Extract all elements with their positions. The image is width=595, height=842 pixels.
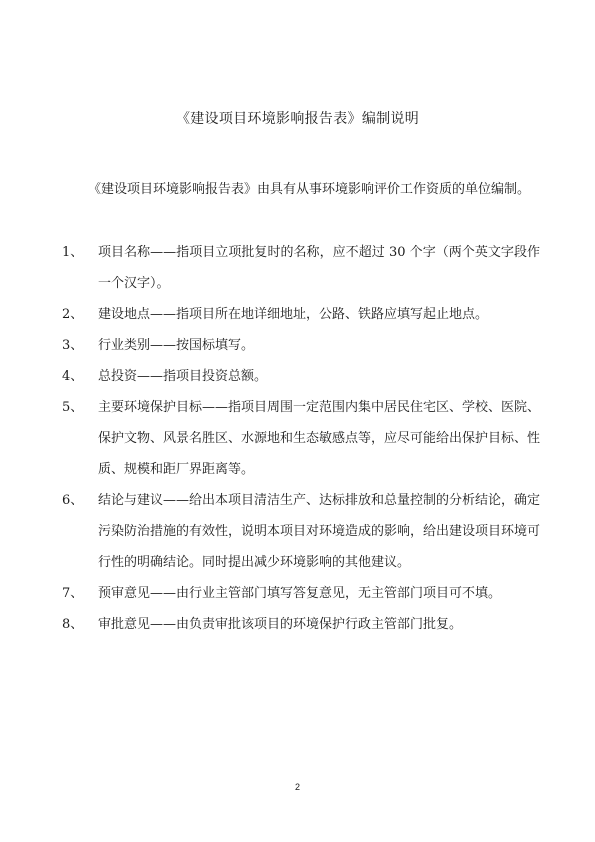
page-number: 2 — [294, 782, 300, 792]
list-item-text: 总投资——指项目投资总额。 — [98, 369, 268, 384]
list-item-number: 2、 — [62, 307, 84, 322]
list-item — [0, 485, 595, 578]
list-item-text: 项目名称——指项目立项批复时的名称，应不超过 30 个字（两个英文字段作一个汉字）。 — [98, 245, 540, 291]
list-item-number: 5、 — [62, 400, 84, 415]
list-item — [0, 299, 595, 330]
list-item-number: 1、 — [62, 245, 84, 260]
list-item-number: 8、 — [62, 617, 84, 632]
list-item — [0, 392, 595, 485]
document-title: 《建设项目环境影响报告表》编制说明 — [175, 111, 420, 127]
list-item-text: 建设地点——指项目所在地详细地址，公路、铁路应填写起止地点。 — [98, 307, 489, 322]
list-item-text: 主要环境保护目标——指项目周围一定范围内集中居民住宅区、学校、医院、保护文物、风景名胜区、水源地和生态敏感点等，应尽可能给出保护目标、性质、规模和距厂界距离等。 — [98, 400, 541, 477]
list-item-text: 预审意见——由行业主管部门填写答复意见，无主管部门项目可不填。 — [98, 586, 502, 601]
list-item — [0, 361, 595, 392]
list-item-text: 行业类别——按国标填写。 — [98, 338, 255, 353]
list-item — [0, 330, 595, 361]
list-item-number: 6、 — [62, 493, 84, 508]
instruction-list — [0, 237, 595, 640]
list-item-number: 4、 — [62, 369, 84, 384]
list-item — [0, 578, 595, 609]
list-item — [0, 609, 595, 640]
intro-paragraph: 《建设项目环境影响报告表》由具有从事环境影响评价工作资质的单位编制。 — [88, 182, 531, 197]
list-item-number: 7、 — [62, 586, 84, 601]
list-item — [0, 237, 595, 299]
list-item-number: 3、 — [62, 338, 84, 353]
list-item-text: 审批意见——由负责审批该项目的环境保护行政主管部门批复。 — [98, 617, 463, 632]
list-item-text: 结论与建议——给出本项目清洁生产、达标排放和总量控制的分析结论，确定污染防治措施的有效性，说明本项目对环境造成的影响，给出建设项目环境可行性的明确结论。同时提出减少环境影响的其他建议。 — [98, 493, 541, 570]
